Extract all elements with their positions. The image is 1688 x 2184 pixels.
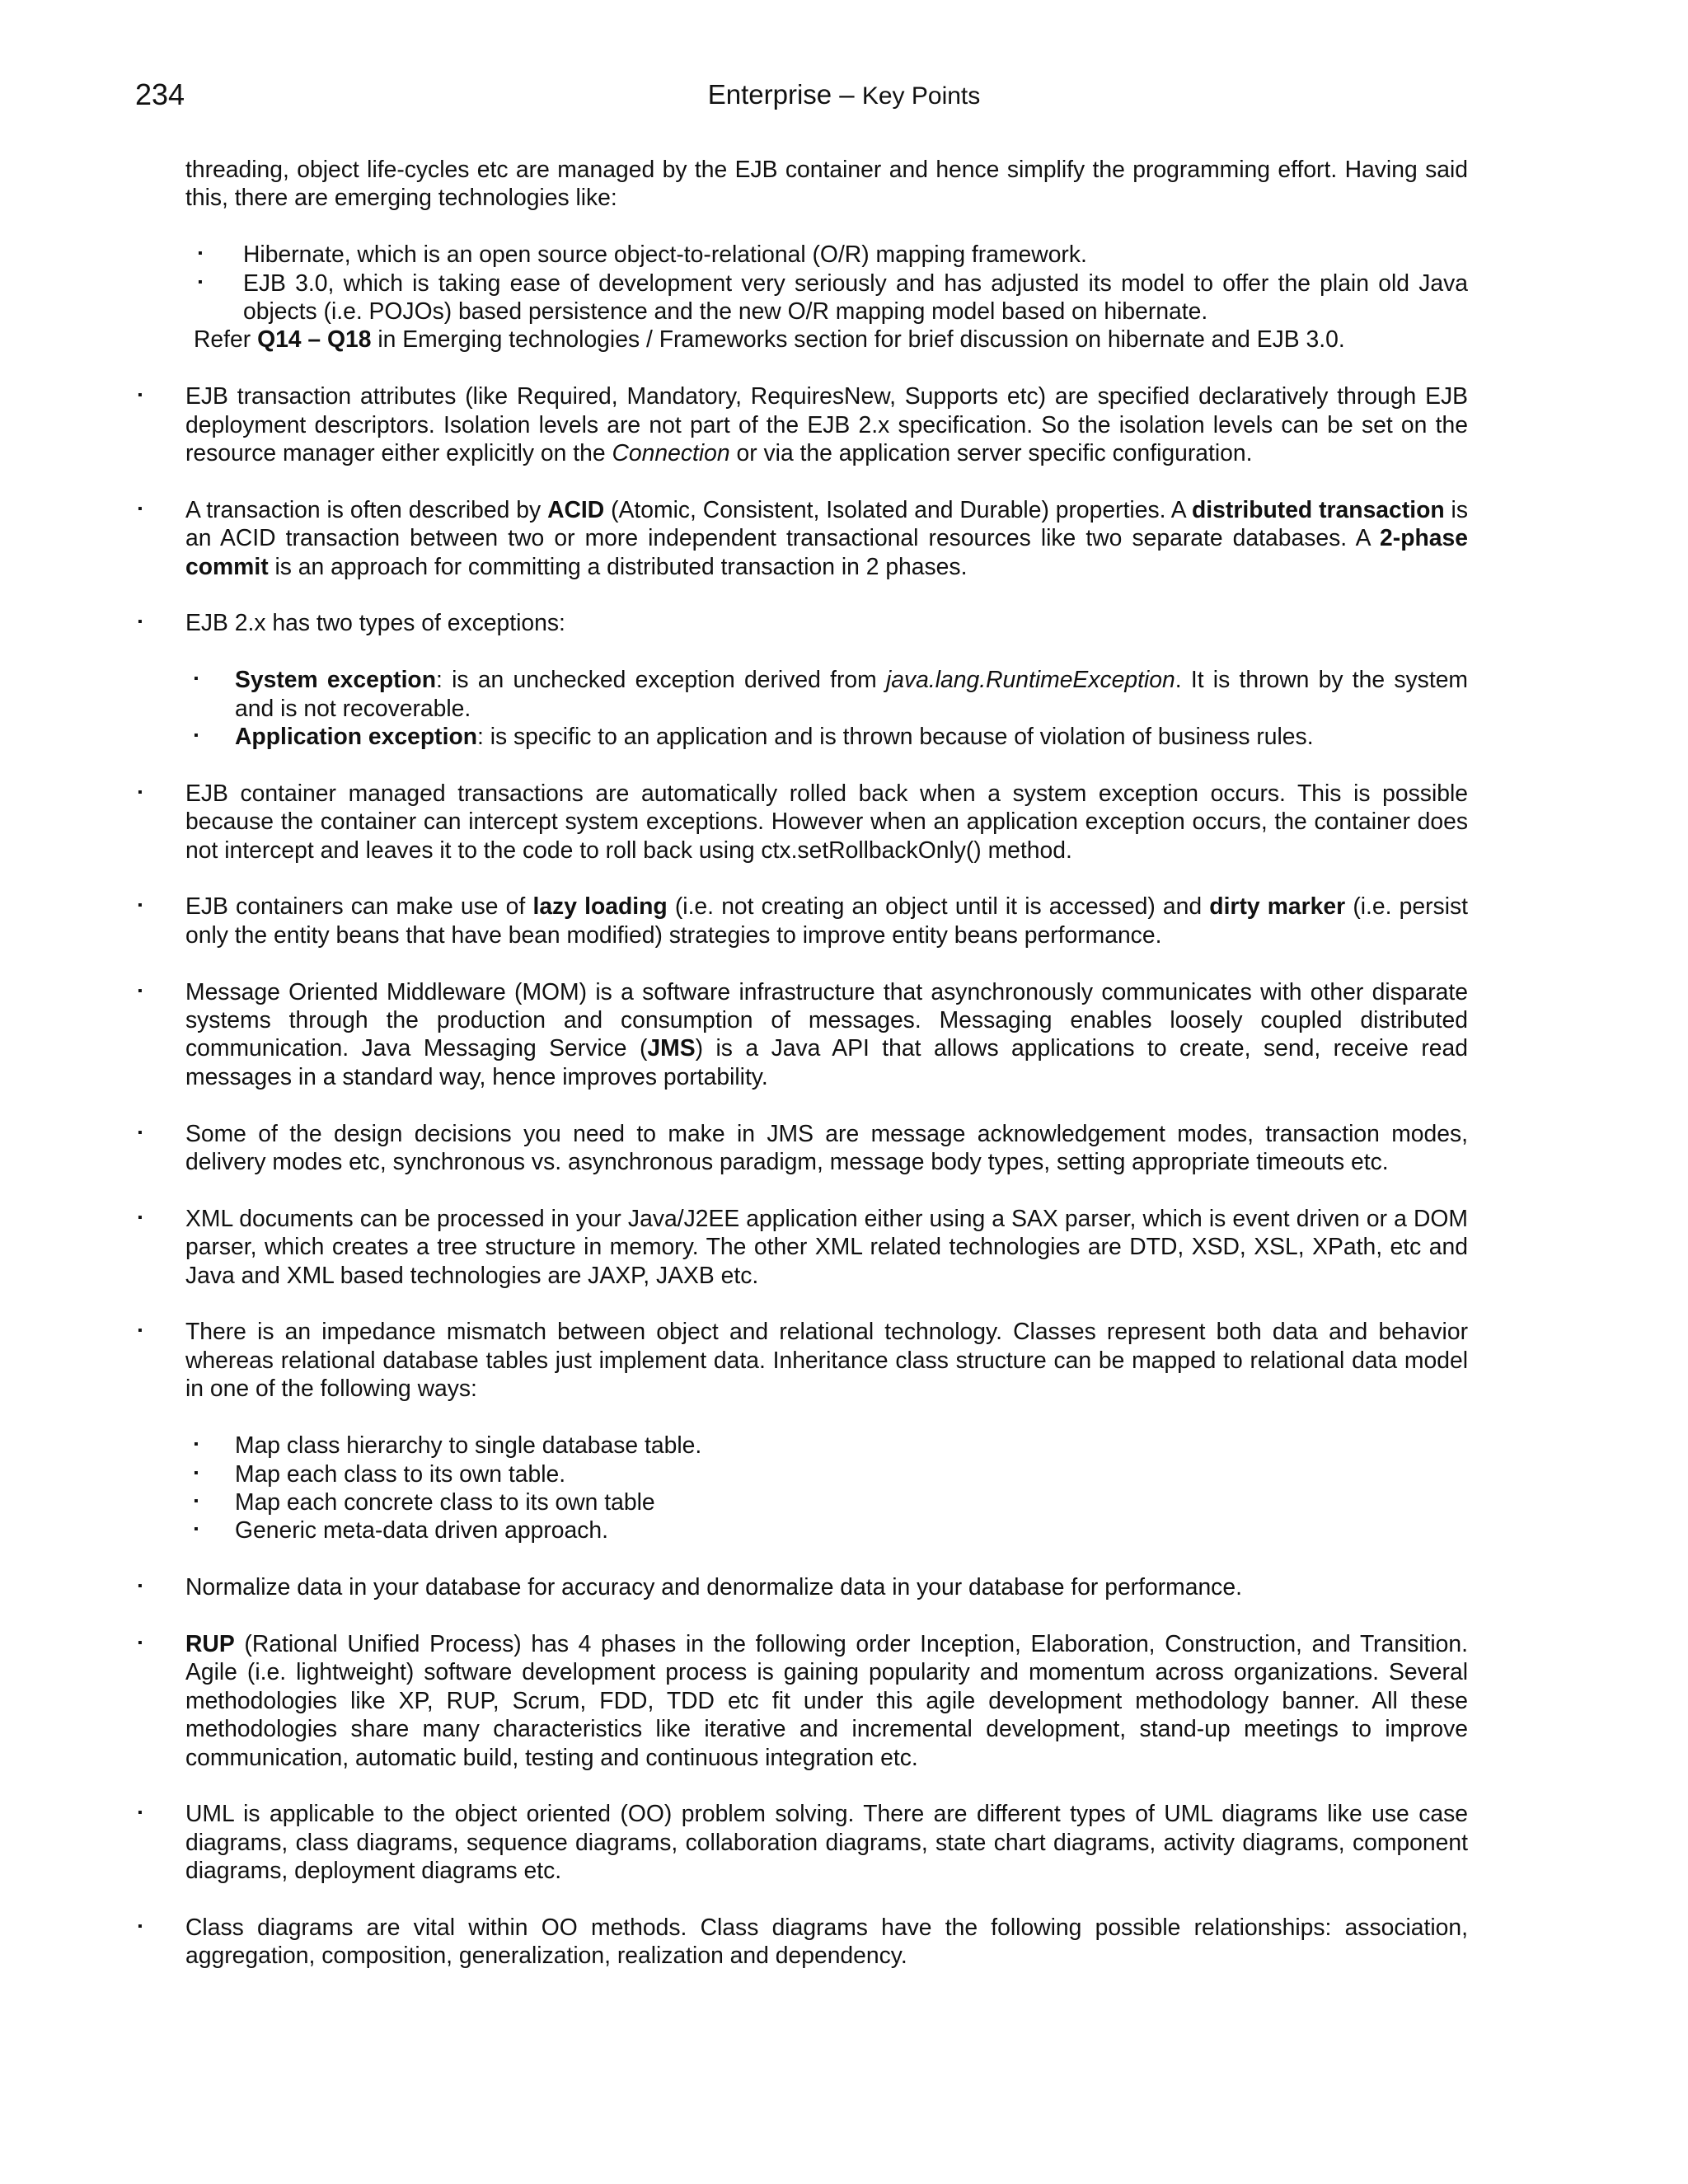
bullet-icon: ▪	[138, 501, 143, 516]
page-header	[0, 73, 1688, 122]
bullet-icon: ▪	[194, 729, 199, 743]
bullet-icon: ▪	[138, 1324, 143, 1338]
key-point-mom: ▪ Message Oriented Middleware (MOM) is a software infrastructure that asynchronously communicates with other disparate systems through the production and consumption of messages. Messaging enables loosely coupled distributed communication. Java Messaging Service (JMS) is a Java API that allows applications to create, send, receive read messages in a standard way, hence improves portability.	[138, 977, 1468, 1090]
running-title-dash: –	[832, 79, 862, 110]
bullet-icon: ▪	[194, 672, 199, 687]
key-point-normalize: ▪ Normalize data in your database for accuracy and denormalize data in your database for performance.	[138, 1573, 1242, 1601]
list-item: ▪ Map each class to its own table.	[194, 1460, 566, 1487]
list-item: ▪ Hibernate, which is an open source object-to-relational (O/R) mapping framework.	[198, 241, 1087, 268]
bullet-icon: ▪	[138, 615, 143, 630]
bullet-icon: ▪	[138, 388, 143, 403]
bullet-icon: ▪	[194, 1437, 199, 1452]
running-title-main: Enterprise	[707, 79, 832, 110]
bullet-icon: ▪	[138, 785, 143, 799]
key-point-xml: ▪ XML documents can be processed in your Java/J2EE application either using a SAX parser, which is event driven or a DOM parser, which creates a tree structure in memory. The other XML related technologies are DTD, XSD, XSL, XPath, etc and Java and XML based technologies are JAXP, JAXB etc.	[138, 1204, 1468, 1288]
list-item: ▪ Map each concrete class to its own table	[194, 1488, 655, 1515]
key-point-lazy-loading: ▪ EJB containers can make use of lazy loading (i.e. not creating an object until it is accessed) and dirty marker (i.e. persist only the entity beans that have bean modified) strategies to improve entity beans performance.	[138, 893, 1468, 948]
key-point-impedance-mismatch: ▪ There is an impedance mismatch between object and relational technology. Classes represent both data and behavior whereas relational database tables just implement data. Inheritance class structure can be mapped to relational data model in one of the following ways: ▪ Map class hierarchy to single database table. ▪ Map each class to its own table. ▪ Map each concrete class to its own table ▪ Generic meta-data driven approach.	[138, 1318, 1468, 1544]
bullet-icon: ▪	[138, 1635, 143, 1650]
bullet-icon: ▪	[198, 246, 203, 261]
bullet-icon: ▪	[138, 898, 143, 913]
bullet-icon: ▪	[194, 1493, 199, 1508]
page-number: 234	[135, 77, 185, 111]
running-title	[0, 79, 1688, 110]
list-item: ▪ Generic meta-data driven approach.	[194, 1516, 608, 1544]
bullet-icon: ▪	[138, 1125, 143, 1140]
bullet-icon: ▪	[138, 1919, 143, 1933]
page-content	[138, 155, 1468, 1970]
mapping-strategies-list	[185, 1431, 1468, 1544]
list-item: ▪ Map class hierarchy to single database table.	[194, 1432, 702, 1459]
bullet-icon: ▪	[138, 983, 143, 998]
key-point-acid: ▪ A transaction is often described by ACID (Atomic, Consistent, Isolated and Durable) properties. A distributed transaction is an ACID transaction between two or more independent transactional resources like two separate databases. A 2-phase commit is an approach for committing a distributed transaction in 2 phases.	[138, 495, 1468, 579]
key-point-class-diagrams: ▪ Class diagrams are vital within OO methods. Class diagrams have the following possible relationships: association, aggregation, composition, generalization, realization and dependency.	[138, 1913, 1468, 1969]
list-item: ▪ EJB 3.0, which is taking ease of development very seriously and has adjusted its model to offer the plain old Java objects (i.e. POJOs) based persistence and the new O/R mapping model based on hibernate.	[198, 269, 1468, 325]
bullet-icon: ▪	[138, 1210, 143, 1225]
intro-list	[185, 240, 1468, 325]
key-point-rollback: ▪ EJB container managed transactions are automatically rolled back when a system exception occurs. This is possible because the container can intercept system exceptions. However when an application exception occurs, the container does not intercept and leaves it to the code to roll back using ctx.setRollbackOnly() method.	[138, 779, 1468, 863]
key-point-rup: ▪ RUP (Rational Unified Process) has 4 phases in the following order Inception, Elaboration, Construction, and Transition. Agile (i.e. lightweight) software development process is gaining popularity and momentum across organizations. Several methodologies like XP, RUP, Scrum, FDD, TDD etc fit under this agile development methodology banner. All these methodologies share many characteristics like iterative and incremental development, stand-up meetings to improve communication, automatic build, testing and continuous integration etc.	[138, 1629, 1468, 1770]
bullet-icon: ▪	[198, 274, 203, 289]
key-points-list	[138, 382, 1468, 1970]
key-point-jms-design: ▪ Some of the design decisions you need to make in JMS are message acknowledgement modes, transaction modes, delivery modes etc, synchronous vs. asynchronous paradigm, message body types, setting appropriate timeouts etc.	[138, 1119, 1468, 1175]
key-point-transaction-attributes: ▪ EJB transaction attributes (like Required, Mandatory, RequiresNew, Supports etc) are specified declaratively through EJB deployment descriptors. Isolation levels are not part of the EJB 2.x specification. So the isolation levels can be set on the resource manager either explicitly on the Connection or via the application server specific configuration.	[138, 382, 1468, 466]
key-point-uml: ▪ UML is applicable to the object oriented (OO) problem solving. There are different types of UML diagrams like use case diagrams, class diagrams, sequence diagrams, collaboration diagrams, state chart diagrams, activity diagrams, component diagrams, deployment diagrams etc.	[138, 1800, 1468, 1884]
key-point-exceptions: ▪ EJB 2.x has two types of exceptions: ▪ System exception: is an unchecked exception derived from java.lang.RuntimeException. It is thrown by the system and is not recoverable. ▪ Application exception: is specific to an application and is thrown because of violation of business rules.	[138, 609, 1468, 750]
running-title-sub: Key Points	[861, 82, 981, 110]
list-item: ▪ System exception: is an unchecked exception derived from java.lang.RuntimeException. It is thrown by the system and is not recoverable.	[194, 666, 1468, 721]
refer-note: Refer Q14 – Q18 in Emerging technologies / Frameworks section for brief discussion on hibernate and EJB 3.0.	[194, 326, 1345, 353]
bullet-icon: ▪	[194, 1465, 199, 1480]
list-item: ▪ Application exception: is specific to an application and is thrown because of violation of business rules.	[194, 723, 1314, 750]
intro-paragraph: threading, object life-cycles etc are managed by the EJB container and hence simplify the programming effort. Having said this, there are emerging technologies like:	[185, 156, 1468, 211]
exception-types-list	[185, 665, 1468, 750]
bullet-icon: ▪	[138, 1579, 143, 1594]
bullet-icon: ▪	[194, 1522, 199, 1537]
bullet-icon: ▪	[138, 1806, 143, 1821]
